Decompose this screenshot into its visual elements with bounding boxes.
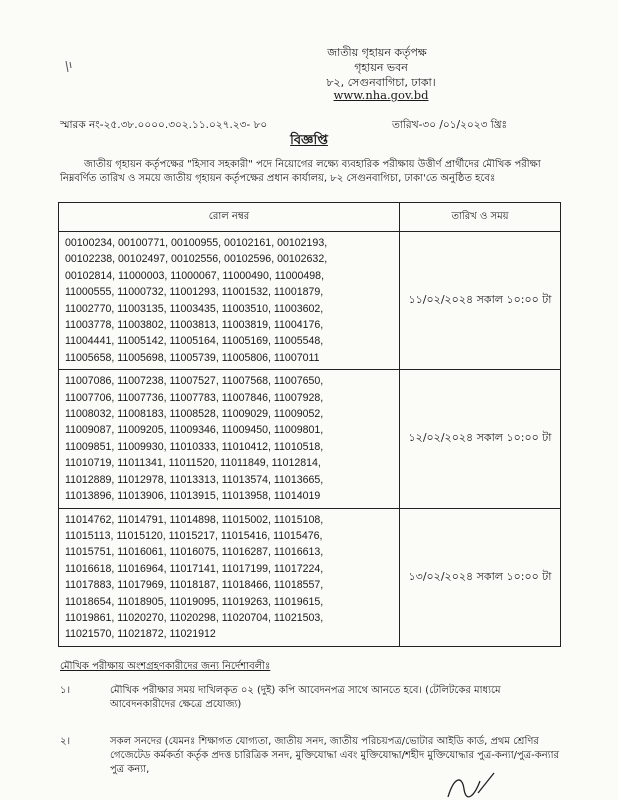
roll-line: 00102814, 11000003, 11000067, 11000490, 11000498, (65, 269, 325, 282)
roll-cell (59, 232, 400, 370)
roll-line: 11007086, 11007238, 11007527, 11007568, 11007650, (65, 375, 324, 388)
notice-title: বিজ্ঞপ্তি (290, 133, 328, 148)
instruction-number: ২। (60, 736, 71, 747)
datetime-column-header: তারিখ ও সময় (400, 203, 561, 232)
roll-line: 11004441, 11005142, 11005164, 11005169, 11005548, (65, 335, 324, 348)
table-row (59, 370, 561, 508)
org-address: ৮২, সেগুনবাগিচা, ঢাকা। (326, 76, 436, 89)
roll-line: 11009851, 11009930, 11010333, 11010412, 11010518, (65, 440, 324, 453)
roll-line: 11019861, 11020270, 11020298, 11020704, 11021503, (65, 611, 324, 624)
notice-date: তারিখ-৩০ /০১/২০২৩ খ্রিঃ (392, 119, 508, 131)
roll-schedule-table (58, 202, 561, 647)
instruction-text: সকল সনদের (যেমনঃ শিক্ষাগত যোগ্যতা, জাতীয় সনদ, জাতীয় পরিচয়পত্র/ভোটার আইডি কার্ড, প্রথম শ্রেণির গেজেটেড কর্মকর্তা কর্তৃক প্রদত্ত চারিত্রিক সনদ, মুক্তিযোদ্ধা এবং মুক্তিযোদ্ধা/শহীদ মুক্তিযোদ্ধার পুত্র-কন্যা/পুত্র-কন্যার পুত্র কন্যা, (110, 736, 560, 775)
roll-line: 11016618, 11016964, 11017141, 11017199, 11017224, (65, 562, 324, 575)
memo-number: স্মারক নং-২৫.৩৮.০০০০.৩০২.১১.০২৭.২৩- ৮০ (60, 119, 268, 131)
roll-line: 11003778, 11003802, 11003813, 11003819, 11004176, (65, 319, 324, 332)
roll-cell (59, 370, 400, 508)
roll-line: 00102238, 00102497, 00102556, 00102596, 00102632, (65, 253, 328, 266)
table-row (59, 508, 561, 646)
roll-column-header: রোল নম্বর (59, 203, 400, 232)
roll-line: 11015113, 11015120, 11015217, 11015416, 11015476, (65, 529, 323, 542)
roll-cell (59, 508, 400, 646)
roll-line: 11000555, 11000732, 11001293, 11001532, 11001879, (65, 286, 324, 299)
instructions-heading: মৌখিক পরীক্ষায় অংশগ্রহণকারীদের জন্য নির্দেশাবলীঃ (60, 661, 271, 672)
roll-line: 11017883, 11017969, 11018187, 11018466, 11018557, (65, 579, 324, 592)
roll-line: 11018654, 11018905, 11019095, 11019263, 11019615, (65, 595, 324, 608)
roll-line: 11010719, 11011341, 11011520, 11011849, 11012814, (65, 457, 321, 470)
table-header-row (59, 203, 561, 232)
roll-line: 11015751, 11016061, 11016075, 11016287, 11016613, (65, 546, 324, 559)
instruction-number: ১। (60, 685, 71, 696)
roll-line: 11008032, 11008183, 11008528, 11009029, 11009052, (65, 408, 324, 421)
roll-line: 11007706, 11007736, 11007783, 11007846, 11007928, (65, 391, 324, 404)
roll-line: 11002770, 11003135, 11003435, 11003510, 11003602, (65, 302, 324, 315)
building-name: গৃহায়ন ভবন (354, 61, 408, 74)
roll-line: 11013896, 11013906, 11013915, 11013958, 11014019 (65, 490, 321, 503)
intro-paragraph: জাতীয় গৃহায়ন কর্তৃপক্ষের "হিসাব সহকারী" পদে নিয়োগের লক্ষ্যে ব্যবহারিক পরীক্ষায় উত্তীর্ণ প্রার্থীদের মৌখিক পরীক্ষা নিম্নবর্ণিত তারিখ ও সময়ে জাতীয় গৃহায়ন কর্তৃপক্ষের প্রধান কার্যালয়, ৮২ সেগুনবাগিচা, ঢাকা'তে অনুষ্ঠিত হবেঃ (60, 159, 541, 184)
roll-line: 11012889, 11012978, 11013313, 11013574, 11013665, (65, 473, 324, 486)
datetime-cell: ১১/০২/২০২৪ সকাল ১০:০০ টা (400, 232, 561, 370)
datetime-cell: ১৩/০২/২০২৪ সকাল ১০:০০ টা (400, 508, 561, 646)
datetime-cell: ১২/০২/২০২৪ সকাল ১০:০০ টা (400, 370, 561, 508)
website-link[interactable]: www.nha.gov.bd (333, 88, 429, 102)
signature-icon (440, 767, 500, 800)
org-name: জাতীয় গৃহায়ন কর্তৃপক্ষ (327, 46, 427, 59)
roll-line: 11009087, 11009205, 11009346, 11009450, 11009801, (65, 424, 324, 437)
roll-line: 11021570, 11021872, 11021912 (65, 628, 216, 641)
table-row (59, 232, 561, 370)
roll-line: 00100234, 00100771, 00100955, 00102161, 00102193, (65, 237, 328, 249)
roll-line: 11005658, 11005698, 11005739, 11005806, 11007011 (65, 351, 320, 364)
instruction-text: মৌখিক পরীক্ষার সময় দাখিলকৃত ০২ (দুই) কপি আবেদনপত্র সাথে আনতে হবে। (টেলিটকের মাধ্যমে আবেদনকারীদের ক্ষেত্রে প্রযোজ্য) (110, 685, 501, 710)
roll-line: 11014762, 11014791, 11014898, 11015002, 11015108, (65, 513, 324, 526)
